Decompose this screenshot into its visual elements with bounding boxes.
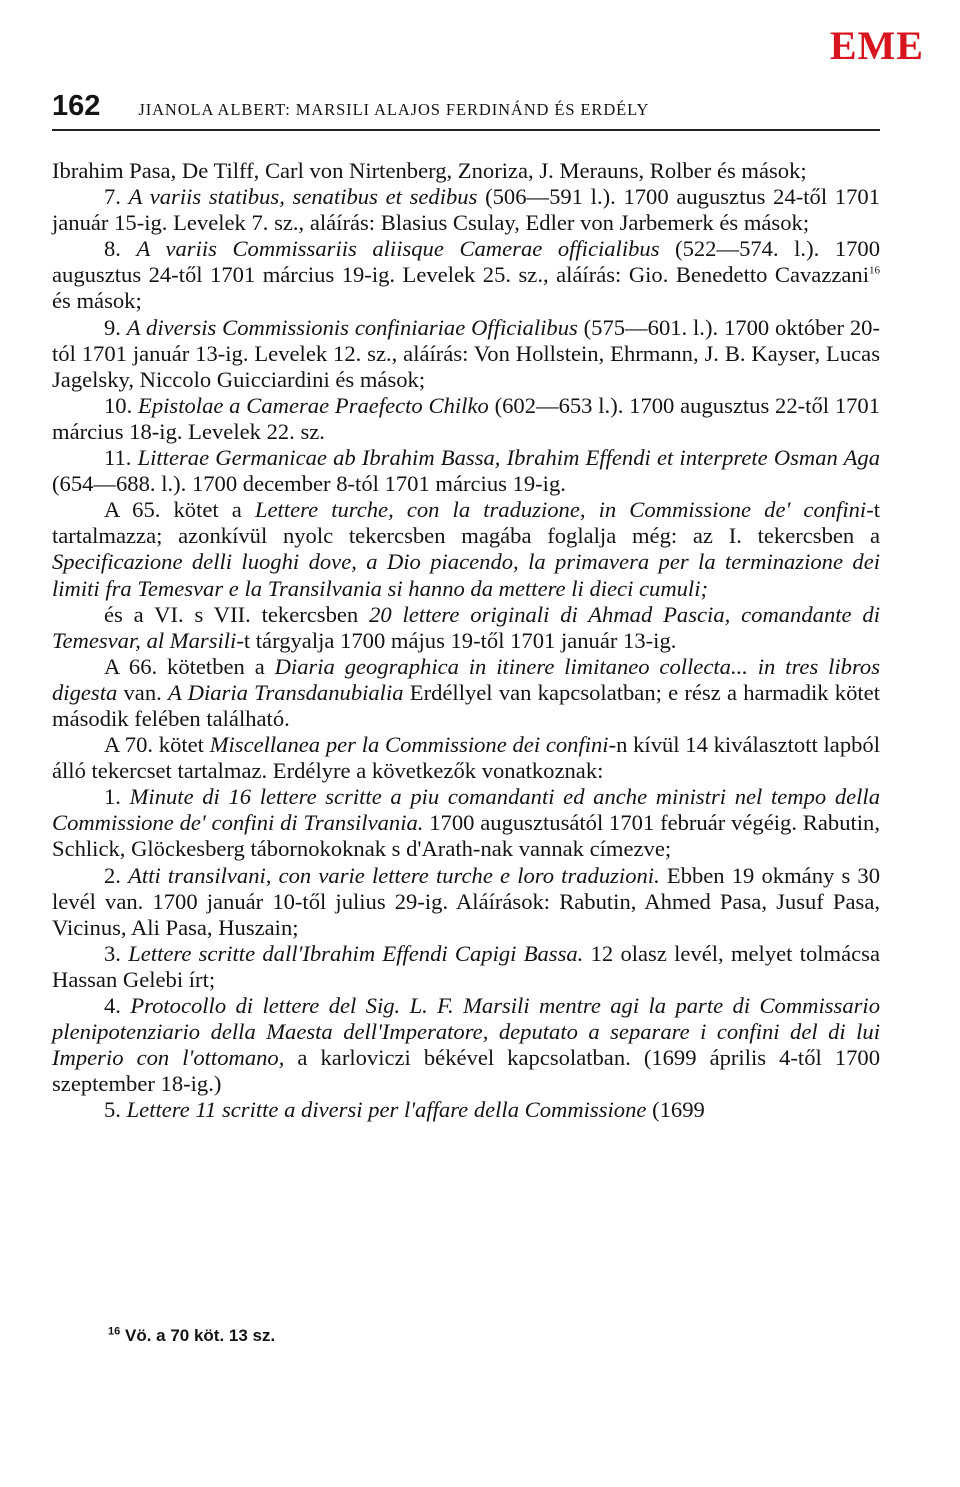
- paragraph-p12: 3. Lettere scritte dall'Ibrahim Effendi Capigi Bassa. 12 olasz levél, melyet tolmácsa Hassan Gelebi írt;: [52, 940, 881, 992]
- body-text: [52, 158, 880, 1123]
- paragraph-p7: és a VI. s VII. tekercsben 20 lettere originali di Ahmad Pascia, comandante di Temesvar, al Marsili-t tárgyalja 1700 május 19-től 1701 január 13-ig.: [52, 601, 880, 653]
- footnote-mark: 16: [108, 1325, 121, 1338]
- paragraph-p11: 2. Atti transilvani, con varie lettere turche e loro traduzioni. Ebben 19 okmány s 30 levél van. 1700 január 10-től julius 29-ig. Aláírások: Rabutin, Ahmed Pasa, Jusuf Pasa, Vicinus, Ali Pasa, Huszain;: [52, 862, 880, 940]
- paragraph-p13: 4. Protocollo di lettere del Sig. L. F. Marsili mentre agi la parte di Commissario plenipotenziario della Maesta dell'Imperatore, deputato a separare i confini del di lui Imperio con l'ottomano, a karloviczi békével kapcsolatban. (1699 április 4-től 1700 szeptember 18-ig.): [52, 993, 880, 1097]
- running-head: JIANOLA ALBERT: MARSILI ALAJOS FERDINÁND ÉS ERDÉLY: [138, 100, 650, 119]
- paragraph-p5: 11. Litterae Germanicae ab Ibrahim Bassa, Ibrahim Effendi et interprete Osman Aga (654—688. l.). 1700 december 8-tól 1701 március 19-ig.: [52, 445, 880, 497]
- paragraph-p6: A 65. kötet a Lettere turche, con la traduzione, in Commissione de' confini-t tartalmazza; azonkívül nyolc tekercsben magába foglalja még: az I. tekercsben a Specificazione delli luoghi dove, a Dio piacendo, la primavera per la terminazione dei limiti fra Temesvar e la Transilvania si hanno da mettere li dieci cumuli;: [52, 497, 880, 601]
- paragraph-p2: 8. A variis Commissariis aliisque Camerae officialibus (522—574. l.). 1700 augusztus 24-től 1701 március 19-ig. Levelek 25. sz., aláírás: Gio. Benedetto Cavazzani$^{16}$ és mások;: [52, 236, 881, 314]
- footnote-text: Vö. a 70 köt. 13 sz.: [124, 1326, 276, 1345]
- paragraph-p10: 1. Minute di 16 lettere scritte a piu comandanti ed anche ministri nel tempo della Commissione de' confini di Transilvania. 1700 augusztusától 1701 február végéig. Rabutin, Schlick, Glöckesberg tábornokoknak s d'Arath-nak vannak címezve;: [52, 784, 880, 862]
- paragraph-p14: 5. Lettere 11 scritte a diversi per l'affare della Commissione (1699: [104, 1097, 705, 1123]
- paragraph-p3: 9. A diversis Commissionis confiniariae Officialibus (575—601. l.). 1700 október 20-tól 1701 január 13-ig. Levelek 12. sz., aláírás: Von Hollstein, Ehrmann, J. B. Kayser, Lucas Jagelsky, Niccolo Guicciardini és mások;: [52, 314, 880, 392]
- footnote: [108, 1326, 275, 1346]
- paragraph-p1: 7. A variis statibus, senatibus et sedibus (506—591 l.). 1700 augusztus 24-től 1701 január 15-ig. Levelek 7. sz., aláírás: Blasius Csulay, Edler von Jarbemerk és mások;: [52, 184, 880, 236]
- paragraph-p9: A 70. kötet Miscellanea per la Commissione dei confini-n kívül 14 kiválasztott lapból álló tekercset tartalmaz. Erdélyre a következők vonatkoznak:: [52, 732, 880, 784]
- paragraph-p4: 10. Epistolae a Camerae Praefecto Chilko (602—653 l.). 1700 augusztus 22-től 1701 március 18-ig. Levelek 22. sz.: [52, 392, 881, 444]
- page-header: [52, 90, 880, 131]
- page-number: 162: [52, 90, 101, 122]
- paragraph-p8: A 66. kötetben a Diaria geographica in itinere limitaneo collecta... in tres libros digesta van. A Diaria Transdanubialia Erdéllyel van kapcsolatban; e rész a harmadik kötet második felében található.: [52, 653, 880, 731]
- paragraph-p0: Ibrahim Pasa, De Tilff, Carl von Nirtenberg, Znoriza, J. Merauns, Rolber és mások;: [52, 158, 807, 183]
- eme-logo: EME: [829, 23, 924, 68]
